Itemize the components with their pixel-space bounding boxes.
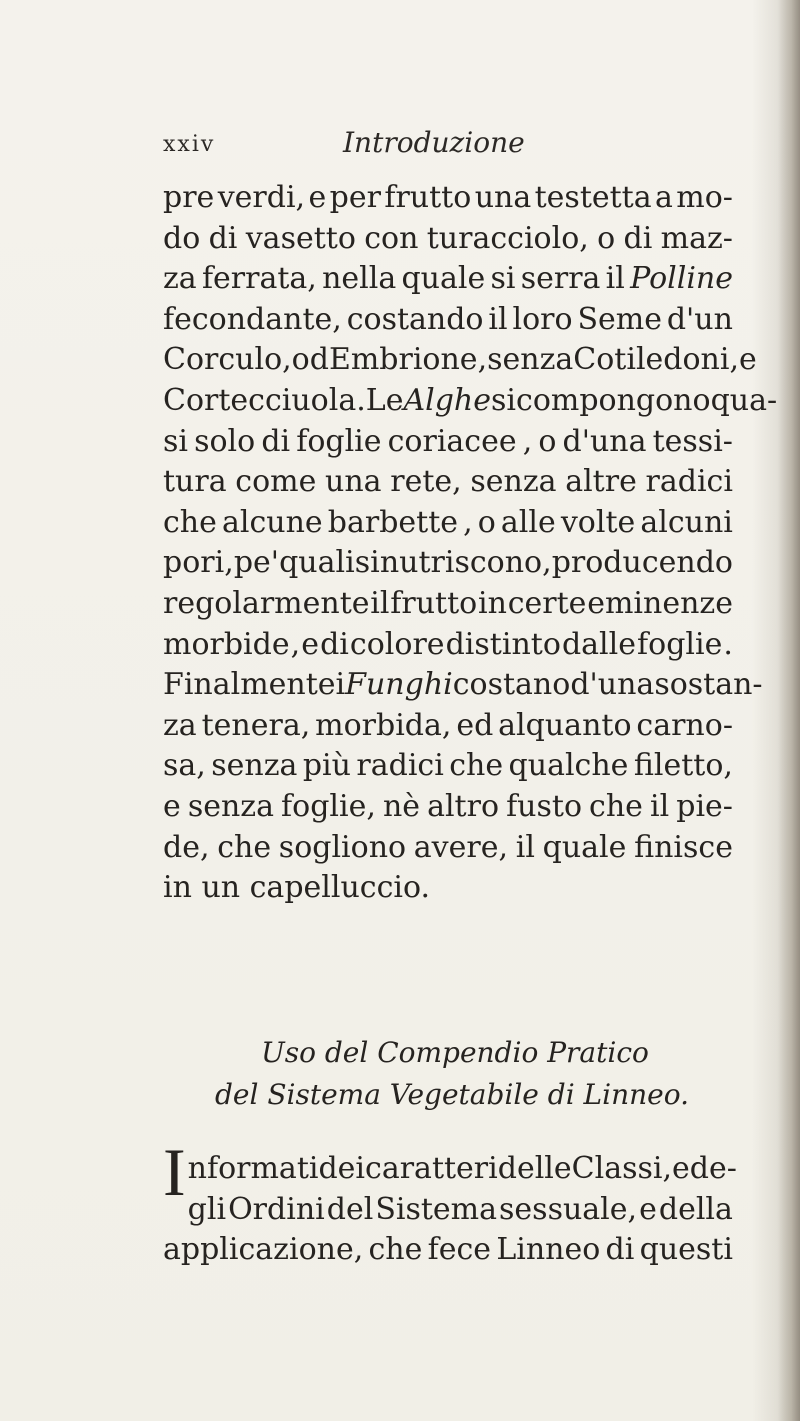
running-title: Introduzione [343,126,525,159]
word: che [589,788,643,824]
word: a [655,180,673,215]
text-line [163,178,733,219]
word: , [290,626,301,662]
text-line [163,422,733,463]
word: foglie, [281,788,376,824]
word: pie- [676,788,733,824]
word: il [649,788,670,824]
word: Corculo, [163,342,292,378]
word: più [302,748,351,784]
word: senza [187,788,274,824]
word: e [672,1151,690,1186]
word: dei [318,1151,366,1186]
section-heading [163,1032,733,1116]
word: Ordini [228,1191,325,1227]
paragraph-2 [163,1134,737,1271]
word: costano [452,667,571,703]
word: , [729,342,740,378]
word: barbette [327,504,459,540]
word: , [463,504,473,540]
word: regolarmente [163,585,370,621]
word: si [354,545,380,581]
word: senza [470,464,557,500]
text-line [187,1148,737,1190]
word: Alghe [403,382,492,418]
text-line [163,665,763,706]
word: delle [497,1151,572,1186]
word: . [723,626,733,662]
word: turacciolo, [426,220,589,256]
word: il [515,829,535,865]
page-number: xxiv [163,132,216,157]
word: di [605,1232,635,1268]
text-line [163,787,733,828]
text-line [163,828,733,869]
word: Sistema [375,1191,498,1227]
word: Linneo [496,1232,601,1268]
text-line [163,746,733,787]
text-line [163,706,733,747]
paragraph-2-lines [163,1190,733,1271]
word: fece [427,1232,492,1268]
word: tessi- [652,423,733,459]
word: pori, [163,545,234,581]
text-line [163,868,733,909]
word: tura [163,464,227,500]
word: pe' [233,545,280,581]
word: fecondante, [163,301,342,337]
word: che [217,829,272,865]
word: quale [401,261,486,297]
word: costando [346,301,484,337]
word: quale [542,829,627,865]
word: come [235,464,317,500]
text-line [163,300,733,341]
word: carno- [636,707,733,743]
word: una [474,180,532,215]
word: qua- [710,382,778,418]
word: ed [456,707,494,743]
word: coriacee [387,423,517,459]
word: certe [507,585,587,621]
word: Classi, [571,1151,673,1186]
word: vasetto [245,220,356,256]
word: senza [487,342,574,378]
word: za [163,261,197,297]
word: radici [356,748,444,784]
word: e [163,788,181,824]
word: frutto [384,180,472,215]
word: colore [349,626,445,662]
word: mo- [676,180,733,215]
word: fusto [506,788,582,824]
word: Cotiledoni [573,342,730,378]
word: per [329,180,381,215]
text-line [163,259,733,300]
word: de, [163,829,210,865]
word: di [208,220,238,256]
word: verdi, [217,180,306,215]
text-line [163,462,733,503]
word: applicazione, [163,1232,364,1268]
word: alle [500,504,556,540]
word: alquanto [498,707,632,743]
word: che [368,1232,423,1268]
word: sogliono [278,829,407,865]
word: una [325,464,382,500]
word: d'una [562,423,647,459]
word: di [623,220,653,256]
word: di [261,423,291,459]
word: con [364,220,419,256]
word: frutto [390,585,478,621]
text-line [163,625,733,666]
text-line [163,219,733,260]
word: alcuni [640,504,733,540]
text-line [163,543,733,584]
word: od [291,342,329,378]
word: il [370,585,390,621]
word: rete, [390,464,462,500]
word: d'un [666,301,733,337]
word: questi [639,1232,733,1268]
word: caratteri [365,1151,498,1186]
word: Cortecciuola [163,382,357,418]
text-line [163,340,757,381]
word: sessuale, [499,1191,638,1227]
text-line [163,1230,733,1271]
word: il [605,261,625,297]
word: si [490,261,516,297]
drop-cap: I [163,1134,186,1210]
word: maz- [660,220,733,256]
word: ferrata, [201,261,317,297]
word: do [163,220,201,256]
page-edge-shadow [778,0,800,1421]
word: d'una [570,667,655,703]
word: loro [512,301,573,337]
word: filetto, [633,748,733,784]
word: eminenze [587,585,733,621]
word: Finalmente [163,667,336,703]
word: morbide [163,626,290,662]
word: qualche [508,748,629,784]
word: volte [560,504,636,540]
word: in [478,585,507,621]
word: del [326,1191,374,1227]
text-line [188,1190,733,1231]
word: gli [187,1191,227,1227]
word: nformati [187,1151,319,1186]
word: distinto [445,626,561,662]
word: testetta [534,180,652,215]
word: serra [520,261,601,297]
section-heading-line-1: Uso del Compendio Pratico [261,1036,649,1069]
word: finisce [634,829,733,865]
word: producendo [551,545,733,581]
word: il [488,301,508,337]
word: tenera, [201,707,311,743]
word: sostan- [654,667,763,703]
word: compongono [516,382,711,418]
word: Funghi [345,667,453,703]
word: o [538,423,557,459]
word: che [163,504,217,540]
word: avere, [413,829,509,865]
word: nutriscono, [379,545,552,581]
word: nè [382,788,421,824]
word: morbida, [315,707,452,743]
word: foglie [637,626,723,662]
word: Polline [630,261,733,297]
paragraph-1 [163,178,778,909]
word: in un capelluccio. [163,870,431,906]
word: si [491,382,517,418]
text-line [163,503,733,544]
text-line [163,584,733,625]
word: radici [645,464,733,500]
word: quali [279,545,355,581]
word: e [301,626,320,662]
word: che [449,748,504,784]
page-header [0,126,800,172]
section-heading-line-2: del Sistema Vegetabile di Linneo. [214,1078,690,1111]
word: Seme [577,301,662,337]
word: di [320,626,349,662]
word: altre [565,464,637,500]
word: . [356,382,366,418]
word: i [335,667,346,703]
word: sa, [163,748,206,784]
word: solo [194,423,256,459]
word: o [597,220,616,256]
word: foglie [296,423,382,459]
word: e [639,1191,657,1227]
word: si [163,423,188,459]
word: Le [365,382,404,418]
word: e [739,342,757,378]
word: , [522,423,533,459]
word: alcune [221,504,323,540]
word: za [163,707,197,743]
word: o [477,504,496,540]
word: nella [322,261,397,297]
word: pre [163,180,215,215]
word: de- [689,1151,737,1186]
word: , [477,342,488,378]
word: Embrione [328,342,478,378]
word: altro [427,788,500,824]
text-line [163,381,778,422]
word: senza [211,748,298,784]
word: della [658,1191,733,1227]
word: e [308,180,327,215]
word: dalle [561,626,636,662]
